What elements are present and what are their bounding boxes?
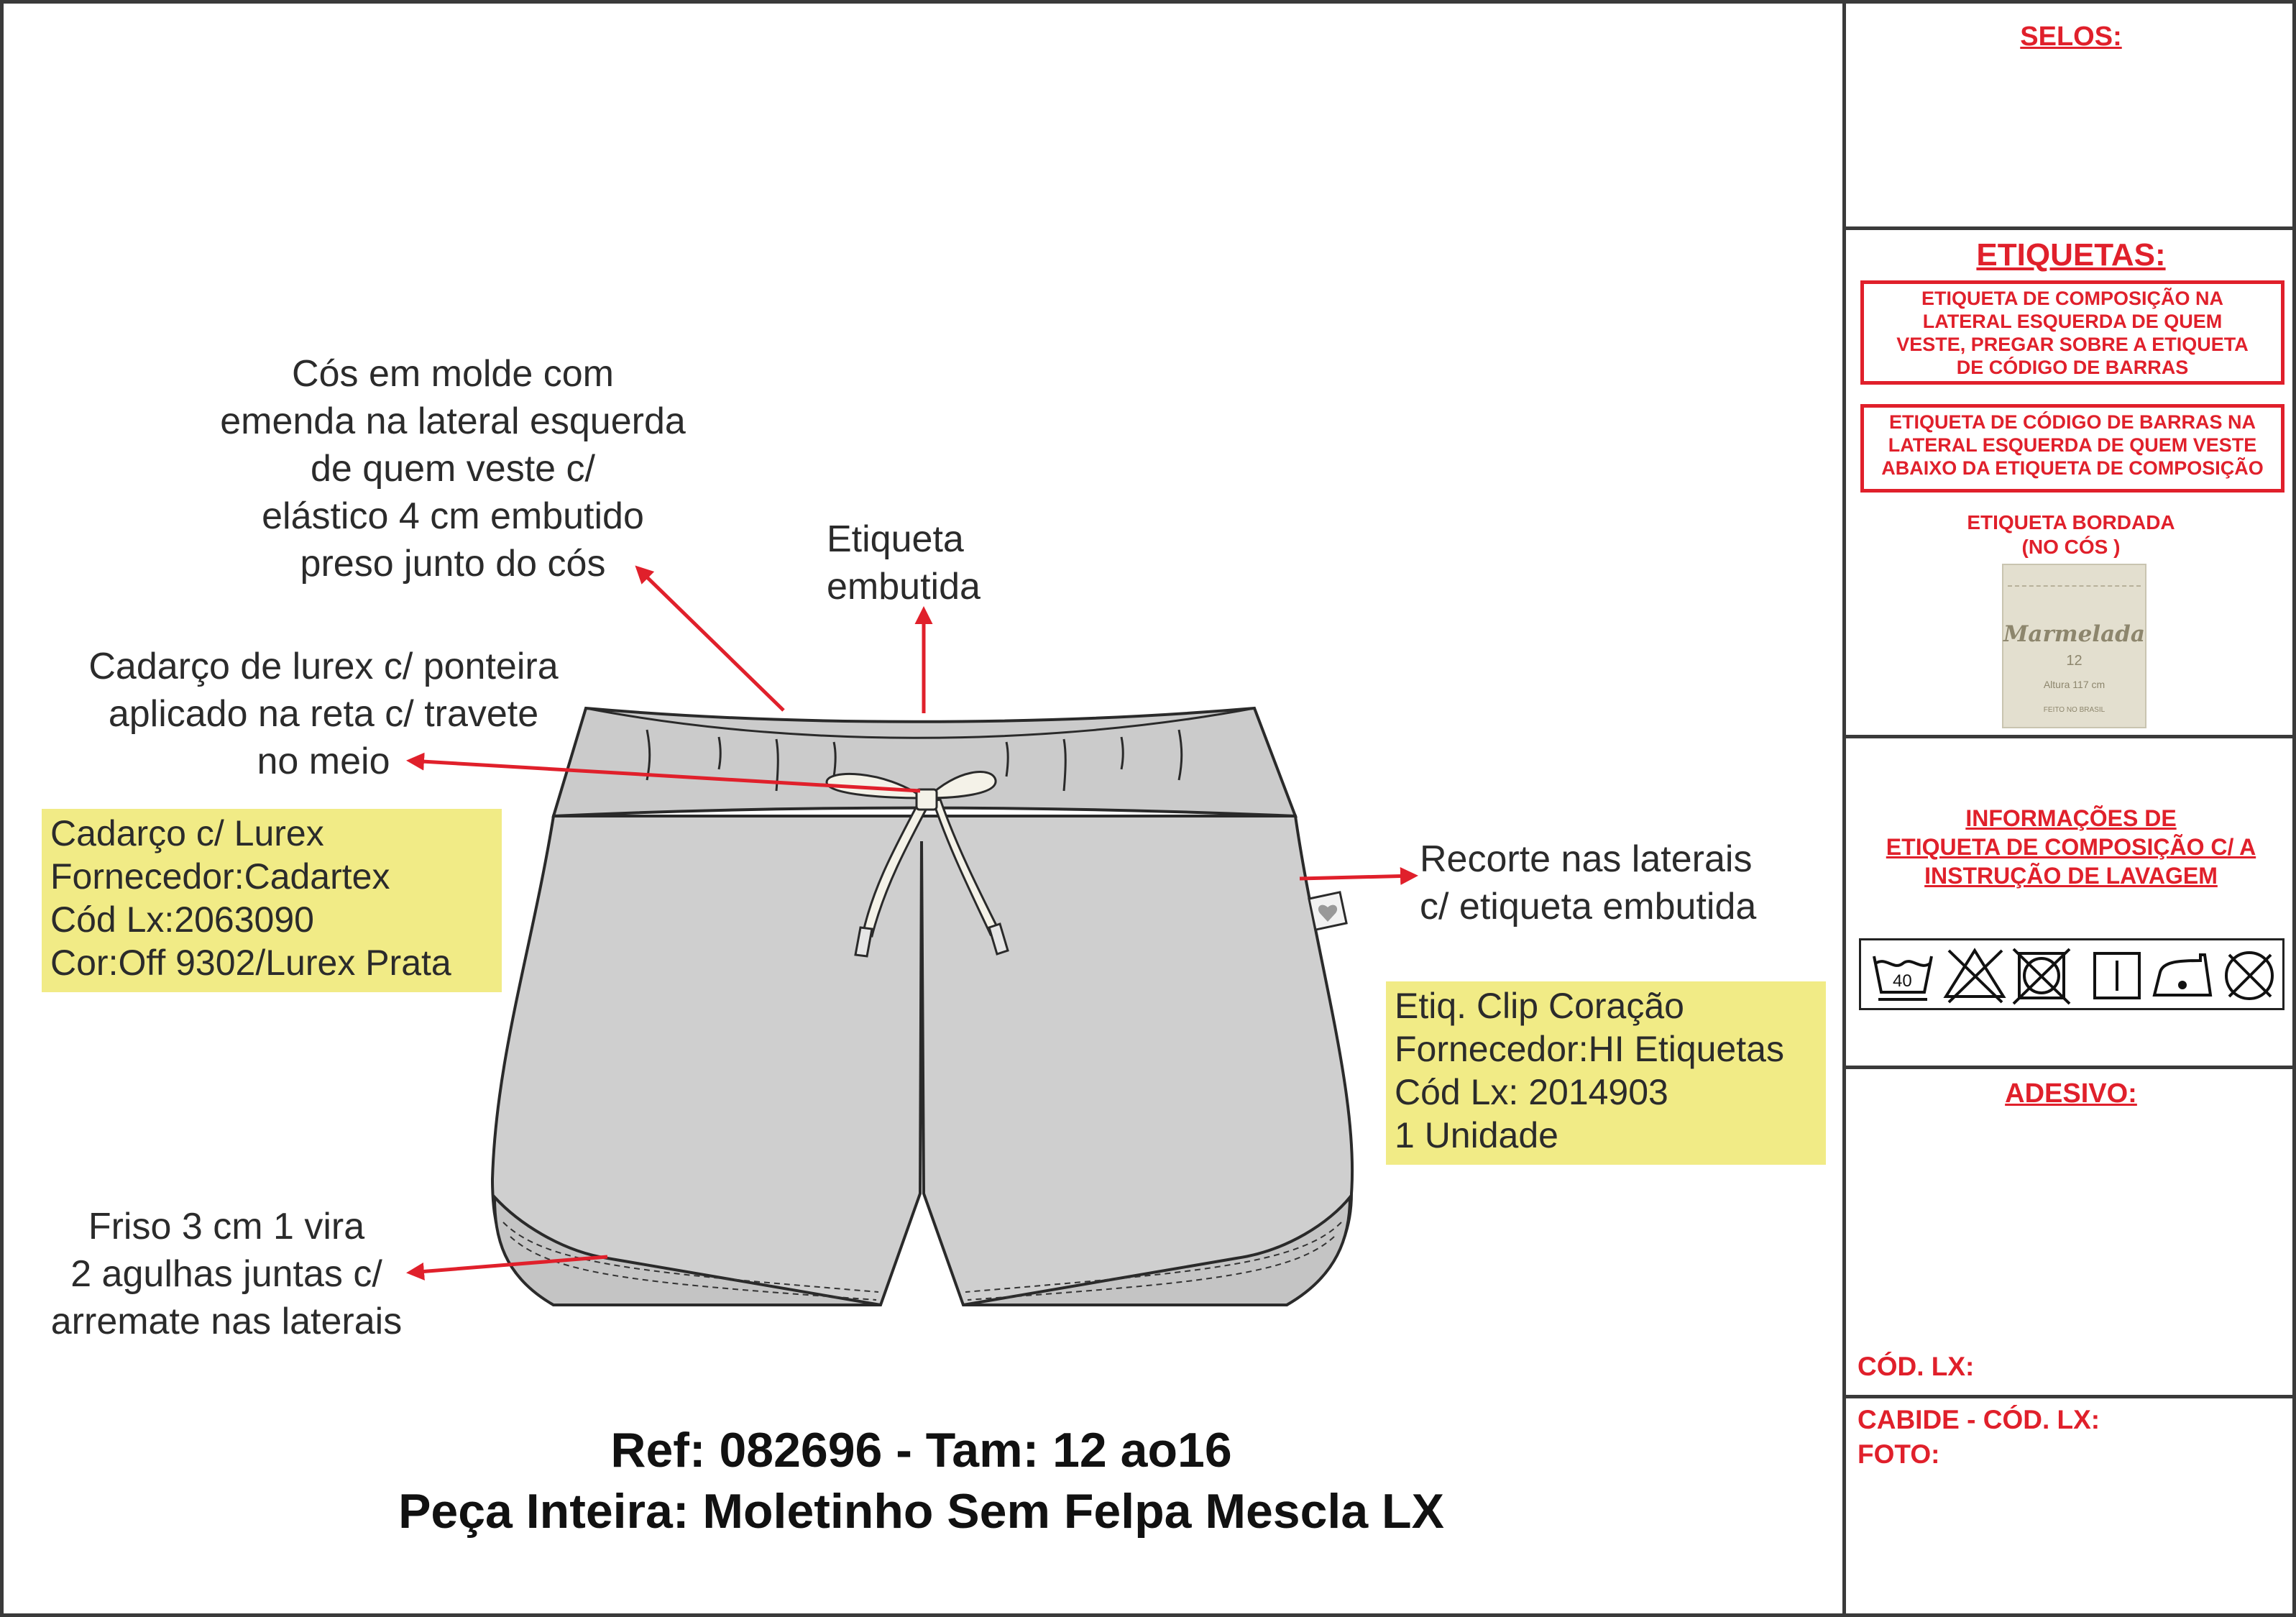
callout-friso: Friso 3 cm 1 vira 2 agulhas juntas c/ arremate nas laterais (50, 1206, 403, 1342)
care-symbols (1859, 938, 2284, 1010)
no-dry-clean-icon (2226, 953, 2272, 999)
cod-lx-label: CÓD. LX: (1858, 1352, 1975, 1381)
adesivo-title: ADESIVO: (2005, 1078, 2137, 1109)
shorts-body (492, 816, 1352, 1305)
selos-title: SELOS: (2020, 22, 2122, 52)
foto-label: FOTO: (1858, 1439, 1940, 1469)
heart-clip-icon (1309, 892, 1346, 930)
cabide-label: CABIDE - CÓD. LX: (1858, 1405, 2100, 1434)
iron-low-icon (2154, 955, 2210, 995)
fabric-line: Peça Inteira: Moletinho Sem Felpa Mescla LX (398, 1484, 1444, 1539)
spec-sidebar (1842, 0, 2296, 1617)
callout-cos: Cós em molde com emenda na lateral esquerda de quem veste c/ elástico 4 cm embutido preso junto do cós (220, 353, 686, 585)
line-dry-icon (2095, 953, 2139, 998)
composition-label-box: ETIQUETA DE COMPOSIÇÃO NA LATERAL ESQUERDA DE QUEM VESTE, PREGAR SOBRE A ETIQUETA DE CÓDIGO DE BARRAS (1860, 280, 2284, 385)
no-tumble-dry-icon (2013, 949, 2070, 1004)
callout-cadarco: Cadarço de lurex c/ ponteira aplicado na reta c/ travete no meio (88, 646, 559, 782)
barcode-label-box: ETIQUETA DE CÓDIGO DE BARRAS NA LATERAL ESQUERDA DE QUEM VESTE ABAIXO DA ETIQUETA DE COMPOSIÇÃO (1860, 404, 2284, 493)
note-cadarco: Cadarço c/ Lurex Fornecedor:Cadartex Cód Lx:2063090 Cor:Off 9302/Lurex Prata (42, 809, 502, 992)
no-bleach-icon (1946, 950, 2003, 1002)
informacoes-title: INFORMAÇÕES DE ETIQUETA DE COMPOSIÇÃO C/ A INSTRUÇÃO DE LAVAGEM (1886, 805, 2256, 889)
callout-recorte: Recorte nas laterais c/ etiqueta embutida (1420, 838, 1757, 927)
etiquetas-title: ETIQUETAS: (1976, 237, 2166, 272)
reference-line: Ref: 082696 - Tam: 12 ao16 (610, 1423, 1232, 1478)
wash-40-icon (1874, 956, 1932, 999)
embroidered-label-title: ETIQUETA BORDADA (NO CÓS ) (1967, 511, 2175, 558)
callout-etiqueta-embutida: Etiqueta embutida (827, 518, 981, 608)
svg-text:40: 40 (1893, 971, 1912, 991)
embroidered-label: Marmelada 12 Altura 117 cm FEITO NO BRASIL (2002, 564, 2146, 728)
note-clip: Etiq. Clip Coração Fornecedor:HI Etiquetas Cód Lx: 2014903 1 Unidade (1386, 981, 1826, 1165)
